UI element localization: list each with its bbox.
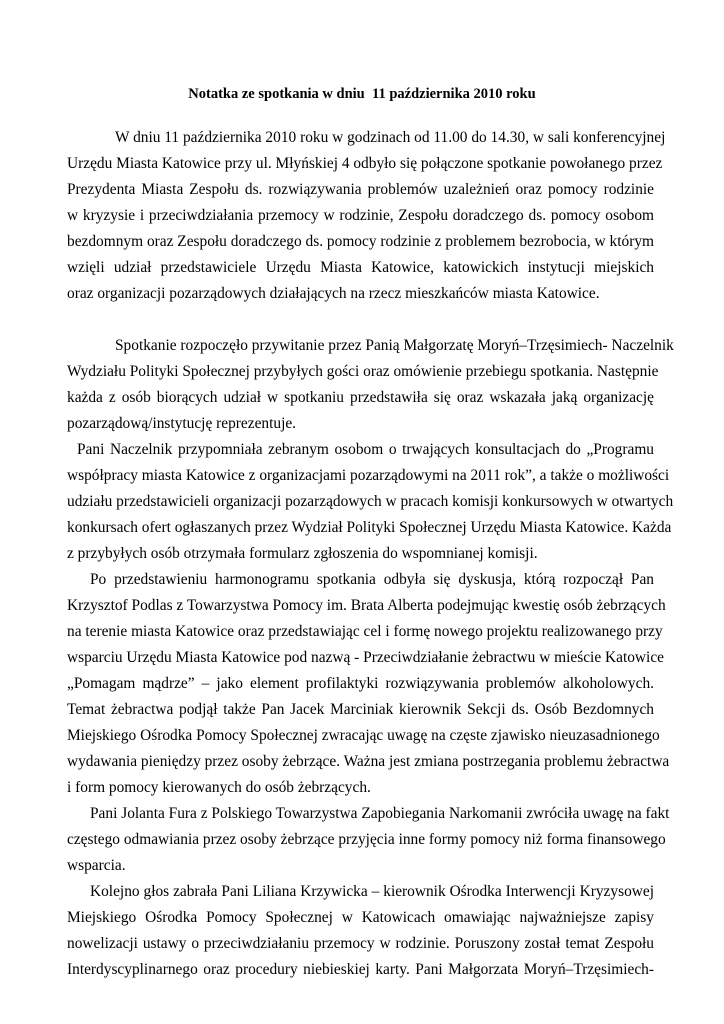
text-line: Pani Jolanta Fura z Polskiego Towarzystwa Zapobiegania Narkomanii zwróciła uwagę na fakt bbox=[90, 805, 670, 822]
document-title: Notatka ze spotkania w dniu 11 października 2010 roku bbox=[188, 86, 536, 102]
text-line: i form pomocy kierowanych do osób żebrzących. bbox=[67, 779, 371, 796]
text-line: współpracy miasta Katowice z organizacjami pozarządowymi na 2011 rok”, a także o możliwości bbox=[67, 467, 670, 484]
text-line: każda z osób biorących udział w spotkaniu przedstawiła się oraz wskazała jaką organizację bbox=[67, 389, 654, 406]
text-line: nowelizacji ustawy o przeciwdziałaniu przemocy w rodzinie. Poruszony został temat Zespołu bbox=[67, 935, 654, 952]
text-line: „Pomagam mądrze” – jako element profilaktyki rozwiązywania problemów alkoholowych. bbox=[67, 675, 654, 692]
text-line: Miejskiego Ośrodka Pomocy Społecznej w Katowicach omawiając najważniejsze zapisy bbox=[67, 909, 654, 926]
text-line: W dniu 11 października 2010 roku w godzinach od 11.00 do 14.30, w sali konferencyjnej bbox=[115, 129, 666, 146]
text-line: Prezydenta Miasta Zespołu ds. rozwiązywania problemów uzależnień oraz pomocy rodzinie bbox=[67, 181, 654, 198]
text-line: udziału przedstawicieli organizacji pozarządowych w pracach komisji konkursowych w otwartych bbox=[67, 493, 674, 510]
text-line: na terenie miasta Katowice oraz przedstawiając cel i formę nowego projektu realizowanego przy bbox=[67, 623, 663, 640]
text-line: wzięli udział przedstawiciele Urzędu Miasta Katowice, katowickich instytucji miejskich bbox=[67, 259, 654, 276]
text-line: Spotkanie rozpoczęło przywitanie przez Panią Małgorzatę Moryń–Trzęsimiech- Naczelnik bbox=[115, 337, 674, 354]
text-line: Pani Naczelnik przypomniała zebranym osobom o trwających konsultacjach do „Programu bbox=[77, 441, 654, 458]
text-line: konkursach ofert ogłaszanych przez Wydział Polityki Społecznej Urzędu Miasta Katowice. Każda bbox=[67, 519, 672, 536]
text-line: Temat żebractwa podjął także Pan Jacek Marciniak kierownik Sekcji ds. Osób Bezdomnych bbox=[67, 701, 654, 718]
text-line: Po przedstawieniu harmonogramu spotkania odbyła się dyskusja, którą rozpoczął Pan bbox=[90, 571, 654, 588]
text-line: Kolejno głos zabrała Pani Liliana Krzywicka – kierownik Ośrodka Interwencji Kryzysowej bbox=[90, 883, 654, 900]
text-line: wsparciu Urzędu Miasta Katowice pod nazwą - Przeciwdziałanie żebractwu w mieście Katowice bbox=[67, 649, 664, 666]
text-line: Interdyscyplinarnego oraz procedury niebieskiej karty. Pani Małgorzata Moryń–Trzęsimiech- bbox=[67, 961, 654, 978]
text-line: Miejskiego Ośrodka Pomocy Społecznej zwracając uwagę na częste zjawisko nieuzasadnionego bbox=[67, 727, 660, 744]
text-line: Wydziału Polityki Społecznej przybyłych gości oraz omówienie przebiegu spotkania. Następnie bbox=[67, 363, 659, 380]
text-line: Krzysztof Podlas z Towarzystwa Pomocy im. Brata Alberta podejmując kwestię osób żebrzących bbox=[67, 597, 666, 614]
text-line: Urzędu Miasta Katowice przy ul. Młyńskiej 4 odbyło się połączone spotkanie powołanego przez bbox=[67, 155, 663, 172]
text-line: z przybyłych osób otrzymała formularz zgłoszenia do wspomnianej komisji. bbox=[67, 545, 538, 562]
text-line: pozarządową/instytucję reprezentuje. bbox=[67, 415, 297, 432]
text-line: wydawania pieniędzy przez osoby żebrzące. Ważna jest zmiana postrzegania problemu żebractwa bbox=[67, 753, 670, 770]
text-line: w kryzysie i przeciwdziałania przemocy w rodzinie, Zespołu doradczego ds. pomocy osobom bbox=[67, 207, 654, 224]
text-line: oraz organizacji pozarządowych działających na rzecz mieszkańców miasta Katowice. bbox=[67, 285, 600, 302]
text-line: częstego odmawiania przez osoby żebrzące przyjęcia inne formy pomocy niż forma finansowego bbox=[67, 831, 666, 848]
text-line: bezdomnym oraz Zespołu doradczego ds. pomocy rodzinie z problemem bezrobocia, w którym bbox=[67, 233, 654, 250]
text-line: wsparcia. bbox=[67, 857, 126, 874]
